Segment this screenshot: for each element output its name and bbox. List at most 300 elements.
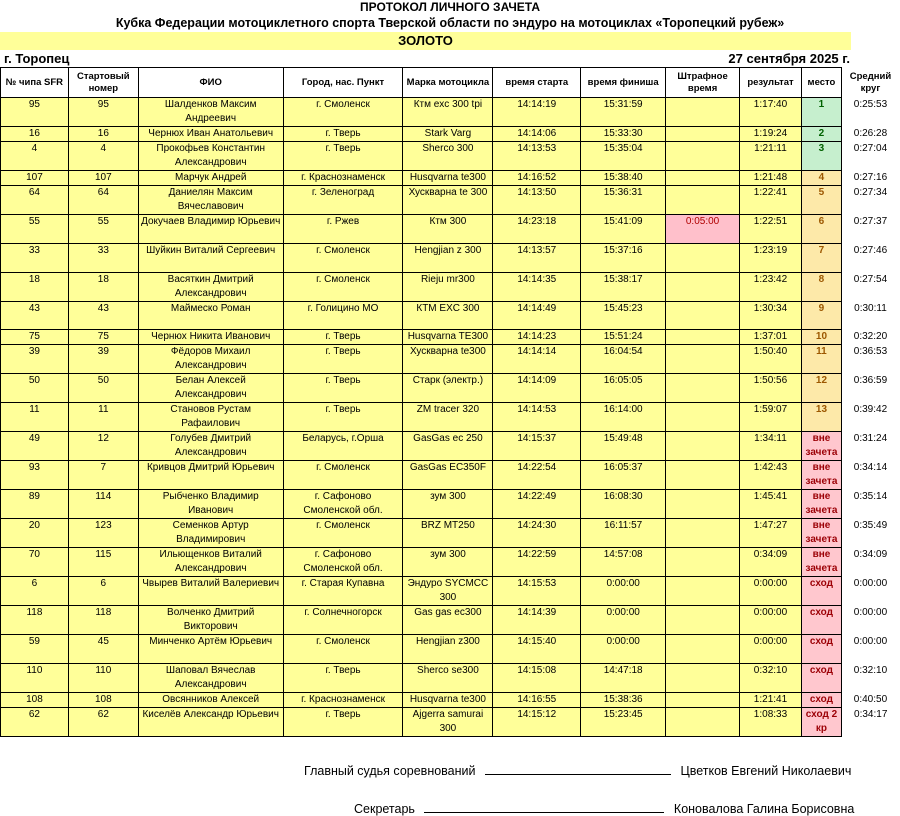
- start-number-cell: 50: [68, 374, 138, 403]
- city-cell: г. Тверь: [283, 664, 403, 693]
- place-cell: 4: [801, 171, 841, 186]
- col-avg-lap: Средний круг: [841, 68, 899, 98]
- rider-name-cell: Минченко Артём Юрьевич: [138, 635, 283, 664]
- bike-cell: Ктм 300: [403, 215, 493, 244]
- table-row: [1, 186, 900, 215]
- table-row: [1, 302, 900, 330]
- place-cell: 11: [801, 345, 841, 374]
- chip-cell: 59: [1, 635, 69, 664]
- avg-lap-cell: 0:32:20: [841, 330, 899, 345]
- penalty-cell: [666, 330, 740, 345]
- city-cell: г. Смоленск: [283, 461, 403, 490]
- result-cell: 1:22:41: [740, 186, 802, 215]
- avg-lap-cell: 0:27:04: [841, 142, 899, 171]
- avg-lap-cell: 0:27:37: [841, 215, 899, 244]
- city-cell: г. Смоленск: [283, 519, 403, 548]
- place-cell: сход: [801, 693, 841, 708]
- bike-cell: Rieju mr300: [403, 273, 493, 302]
- start-time-cell: 14:15:53: [493, 577, 581, 606]
- start-number-cell: 108: [68, 693, 138, 708]
- avg-lap-cell: 0:31:24: [841, 432, 899, 461]
- bike-cell: Эндуро SYCMCC 300: [403, 577, 493, 606]
- start-time-cell: 14:13:50: [493, 186, 581, 215]
- result-cell: 0:00:00: [740, 635, 802, 664]
- table-row: [1, 374, 900, 403]
- table-row: [1, 215, 900, 244]
- bike-cell: Gas gas ec300: [403, 606, 493, 635]
- col-result: результат: [740, 68, 802, 98]
- finish-time-cell: 14:57:08: [581, 548, 666, 577]
- table-row: [1, 606, 900, 635]
- penalty-cell: [666, 171, 740, 186]
- rider-name-cell: Чвырев Виталий Валериевич: [138, 577, 283, 606]
- chip-cell: 118: [1, 606, 69, 635]
- finish-time-cell: 15:33:30: [581, 127, 666, 142]
- chip-cell: 18: [1, 273, 69, 302]
- bike-cell: Husqvarna te300: [403, 693, 493, 708]
- table-row: [1, 345, 900, 374]
- city-cell: г. Тверь: [283, 345, 403, 374]
- chip-cell: 108: [1, 693, 69, 708]
- finish-time-cell: 15:35:04: [581, 142, 666, 171]
- bike-cell: Ajgerra samurai 300: [403, 708, 493, 737]
- finish-time-cell: 16:08:30: [581, 490, 666, 519]
- bike-cell: ZM tracer 320: [403, 403, 493, 432]
- finish-time-cell: 16:05:05: [581, 374, 666, 403]
- start-number-cell: 123: [68, 519, 138, 548]
- start-number-cell: 43: [68, 302, 138, 330]
- place-cell: 13: [801, 403, 841, 432]
- finish-time-cell: 15:38:36: [581, 693, 666, 708]
- result-cell: 1:08:33: [740, 708, 802, 737]
- place-cell: 12: [801, 374, 841, 403]
- place-cell: вне зачета: [801, 548, 841, 577]
- event-location: г. Торопец: [4, 51, 70, 66]
- rider-name-cell: Чернюх Иван Анатольевич: [138, 127, 283, 142]
- table-row: [1, 142, 900, 171]
- result-cell: 1:59:07: [740, 403, 802, 432]
- place-cell: 8: [801, 273, 841, 302]
- finish-time-cell: 15:45:23: [581, 302, 666, 330]
- bike-cell: КТМ EXC 300: [403, 302, 493, 330]
- place-cell: вне зачета: [801, 461, 841, 490]
- city-cell: г. Голицино МО: [283, 302, 403, 330]
- col-penalty: Штрафное время: [666, 68, 740, 98]
- start-time-cell: 14:14:14: [493, 345, 581, 374]
- place-cell: сход: [801, 606, 841, 635]
- start-number-cell: 62: [68, 708, 138, 737]
- table-row: [1, 171, 900, 186]
- bike-cell: Husqvarna TE300: [403, 330, 493, 345]
- city-cell: г. Смоленск: [283, 273, 403, 302]
- col-bike: Марка мотоцикла: [403, 68, 493, 98]
- results-table: [0, 67, 900, 737]
- rider-name-cell: Васяткин Дмитрий Александрович: [138, 273, 283, 302]
- avg-lap-cell: 0:27:16: [841, 171, 899, 186]
- city-cell: г. Тверь: [283, 708, 403, 737]
- rider-name-cell: Даниелян Максим Вячеславович: [138, 186, 283, 215]
- result-cell: 1:42:43: [740, 461, 802, 490]
- secretary-name: Коновалова Галина Борисовна: [673, 802, 855, 816]
- place-cell: сход: [801, 664, 841, 693]
- start-time-cell: 14:14:06: [493, 127, 581, 142]
- table-row: [1, 490, 900, 519]
- place-cell: 7: [801, 244, 841, 273]
- city-cell: г. Тверь: [283, 127, 403, 142]
- avg-lap-cell: 0:00:00: [841, 577, 899, 606]
- penalty-cell: [666, 693, 740, 708]
- start-time-cell: 14:22:59: [493, 548, 581, 577]
- protocol-title: ПРОТОКОЛ ЛИЧНОГО ЗАЧЕТА: [359, 0, 541, 14]
- chip-cell: 11: [1, 403, 69, 432]
- penalty-cell: [666, 244, 740, 273]
- table-row: [1, 693, 900, 708]
- bike-cell: зум 300: [403, 548, 493, 577]
- start-number-cell: 7: [68, 461, 138, 490]
- chip-cell: 95: [1, 98, 69, 127]
- result-cell: 1:47:27: [740, 519, 802, 548]
- city-cell: г. Старая Купавна: [283, 577, 403, 606]
- avg-lap-cell: 0:35:49: [841, 519, 899, 548]
- finish-time-cell: 15:51:24: [581, 330, 666, 345]
- start-number-cell: 11: [68, 403, 138, 432]
- table-row: [1, 403, 900, 432]
- judge-signature-line: [485, 763, 671, 775]
- start-time-cell: 14:14:19: [493, 98, 581, 127]
- penalty-cell: [666, 403, 740, 432]
- place-cell: сход 2 кр: [801, 708, 841, 737]
- place-cell: вне зачета: [801, 490, 841, 519]
- chip-cell: 6: [1, 577, 69, 606]
- chip-cell: 43: [1, 302, 69, 330]
- penalty-cell: [666, 186, 740, 215]
- chip-cell: 110: [1, 664, 69, 693]
- finish-time-cell: 15:36:31: [581, 186, 666, 215]
- start-number-cell: 114: [68, 490, 138, 519]
- chip-cell: 49: [1, 432, 69, 461]
- city-cell: г. Ржев: [283, 215, 403, 244]
- city-cell: г. Краснознаменск: [283, 171, 403, 186]
- chip-cell: 107: [1, 171, 69, 186]
- chip-cell: 89: [1, 490, 69, 519]
- finish-time-cell: 0:00:00: [581, 606, 666, 635]
- rider-name-cell: Овсянников Алексей: [138, 693, 283, 708]
- penalty-cell: 0:05:00: [666, 215, 740, 244]
- penalty-cell: [666, 432, 740, 461]
- rider-name-cell: Голубев Дмитрий Александрович: [138, 432, 283, 461]
- col-start-number: Стартовый номер: [68, 68, 138, 98]
- start-time-cell: 14:15:12: [493, 708, 581, 737]
- city-cell: г. Тверь: [283, 330, 403, 345]
- table-row: [1, 273, 900, 302]
- result-cell: 0:34:09: [740, 548, 802, 577]
- finish-time-cell: 15:37:16: [581, 244, 666, 273]
- avg-lap-cell: 0:39:42: [841, 403, 899, 432]
- result-cell: 1:30:34: [740, 302, 802, 330]
- secretary-signature: [354, 801, 854, 816]
- start-number-cell: 95: [68, 98, 138, 127]
- table-row: [1, 98, 900, 127]
- avg-lap-cell: 0:34:09: [841, 548, 899, 577]
- result-cell: 0:32:10: [740, 664, 802, 693]
- event-date: 27 сентября 2025 г.: [728, 51, 850, 66]
- result-cell: 1:21:41: [740, 693, 802, 708]
- city-cell: г. Тверь: [283, 403, 403, 432]
- finish-time-cell: 0:00:00: [581, 577, 666, 606]
- start-number-cell: 45: [68, 635, 138, 664]
- rider-name-cell: Шалденков Максим Андреевич: [138, 98, 283, 127]
- penalty-cell: [666, 548, 740, 577]
- chip-cell: 50: [1, 374, 69, 403]
- result-cell: 1:50:40: [740, 345, 802, 374]
- start-number-cell: 64: [68, 186, 138, 215]
- table-row: [1, 519, 900, 548]
- bike-cell: GasGas ec 250: [403, 432, 493, 461]
- start-time-cell: 14:16:52: [493, 171, 581, 186]
- finish-time-cell: 15:31:59: [581, 98, 666, 127]
- table-row: [1, 635, 900, 664]
- start-number-cell: 6: [68, 577, 138, 606]
- start-time-cell: 14:14:39: [493, 606, 581, 635]
- avg-lap-cell: 0:26:28: [841, 127, 899, 142]
- finish-time-cell: 16:05:37: [581, 461, 666, 490]
- chip-cell: 39: [1, 345, 69, 374]
- bike-cell: Hengjian z300: [403, 635, 493, 664]
- avg-lap-cell: 0:34:17: [841, 708, 899, 737]
- bike-cell: Хускварна te300: [403, 345, 493, 374]
- table-row: [1, 664, 900, 693]
- place-cell: вне зачета: [801, 519, 841, 548]
- rider-name-cell: Кривцов Дмитрий Юрьевич: [138, 461, 283, 490]
- start-time-cell: 14:13:57: [493, 244, 581, 273]
- penalty-cell: [666, 345, 740, 374]
- start-number-cell: 4: [68, 142, 138, 171]
- chip-cell: 75: [1, 330, 69, 345]
- secretary-label: Секретарь: [354, 802, 415, 816]
- chip-cell: 55: [1, 215, 69, 244]
- city-cell: г. Солнечногорск: [283, 606, 403, 635]
- col-start-time: время старта: [493, 68, 581, 98]
- finish-time-cell: 16:14:00: [581, 403, 666, 432]
- result-cell: 1:22:51: [740, 215, 802, 244]
- avg-lap-cell: 0:36:59: [841, 374, 899, 403]
- penalty-cell: [666, 374, 740, 403]
- bike-cell: BRZ MT250: [403, 519, 493, 548]
- start-time-cell: 14:22:54: [493, 461, 581, 490]
- avg-lap-cell: 0:25:53: [841, 98, 899, 127]
- start-number-cell: 75: [68, 330, 138, 345]
- table-row: [1, 330, 900, 345]
- bike-cell: Ктм exc 300 tpi: [403, 98, 493, 127]
- chip-cell: 64: [1, 186, 69, 215]
- city-cell: г. Тверь: [283, 374, 403, 403]
- start-number-cell: 12: [68, 432, 138, 461]
- penalty-cell: [666, 273, 740, 302]
- col-chip: № чипа SFR: [1, 68, 69, 98]
- city-cell: г. Смоленск: [283, 98, 403, 127]
- city-cell: Беларусь, г.Орша: [283, 432, 403, 461]
- city-cell: г. Сафоново Смоленской обл.: [283, 490, 403, 519]
- finish-time-cell: 15:23:45: [581, 708, 666, 737]
- penalty-cell: [666, 127, 740, 142]
- chip-cell: 20: [1, 519, 69, 548]
- place-cell: сход: [801, 635, 841, 664]
- start-number-cell: 39: [68, 345, 138, 374]
- chip-cell: 62: [1, 708, 69, 737]
- rider-name-cell: Чернюх Никита Иванович: [138, 330, 283, 345]
- start-time-cell: 14:23:18: [493, 215, 581, 244]
- place-cell: сход: [801, 577, 841, 606]
- result-cell: 1:23:19: [740, 244, 802, 273]
- result-cell: 1:17:40: [740, 98, 802, 127]
- place-cell: 2: [801, 127, 841, 142]
- table-row: [1, 708, 900, 737]
- rider-name-cell: Волченко Дмитрий Викторович: [138, 606, 283, 635]
- table-row: [1, 461, 900, 490]
- table-row: [1, 244, 900, 273]
- penalty-cell: [666, 98, 740, 127]
- result-cell: 1:45:41: [740, 490, 802, 519]
- place-cell: 6: [801, 215, 841, 244]
- start-number-cell: 115: [68, 548, 138, 577]
- penalty-cell: [666, 577, 740, 606]
- col-finish-time: время финиша: [581, 68, 666, 98]
- place-cell: 10: [801, 330, 841, 345]
- result-cell: 1:50:56: [740, 374, 802, 403]
- city-cell: г. Краснознаменск: [283, 693, 403, 708]
- avg-lap-cell: 0:27:46: [841, 244, 899, 273]
- city-cell: г. Смоленск: [283, 635, 403, 664]
- place-cell: 9: [801, 302, 841, 330]
- avg-lap-cell: 0:30:11: [841, 302, 899, 330]
- bike-cell: зум 300: [403, 490, 493, 519]
- col-name: ФИО: [138, 68, 283, 98]
- bike-cell: Husqvarna te300: [403, 171, 493, 186]
- avg-lap-cell: 0:27:34: [841, 186, 899, 215]
- penalty-cell: [666, 302, 740, 330]
- finish-time-cell: 16:04:54: [581, 345, 666, 374]
- finish-time-cell: 16:11:57: [581, 519, 666, 548]
- city-cell: г. Тверь: [283, 142, 403, 171]
- chip-cell: 4: [1, 142, 69, 171]
- finish-time-cell: 15:41:09: [581, 215, 666, 244]
- penalty-cell: [666, 606, 740, 635]
- result-cell: 1:34:11: [740, 432, 802, 461]
- start-number-cell: 118: [68, 606, 138, 635]
- rider-name-cell: Становов Рустам Рафаилович: [138, 403, 283, 432]
- bike-cell: Hengjian z 300: [403, 244, 493, 273]
- city-cell: г. Сафоново Смоленской обл.: [283, 548, 403, 577]
- chip-cell: 93: [1, 461, 69, 490]
- finish-time-cell: 0:00:00: [581, 635, 666, 664]
- start-number-cell: 110: [68, 664, 138, 693]
- avg-lap-cell: 0:35:14: [841, 490, 899, 519]
- avg-lap-cell: 0:36:53: [841, 345, 899, 374]
- avg-lap-cell: 0:00:00: [841, 635, 899, 664]
- start-time-cell: 14:24:30: [493, 519, 581, 548]
- table-row: [1, 577, 900, 606]
- bike-cell: Stark Varg: [403, 127, 493, 142]
- place-cell: вне зачета: [801, 432, 841, 461]
- table-row: [1, 432, 900, 461]
- penalty-cell: [666, 461, 740, 490]
- result-cell: 0:00:00: [740, 577, 802, 606]
- rider-name-cell: Прокофьев Константин Александрович: [138, 142, 283, 171]
- city-cell: г. Смоленск: [283, 244, 403, 273]
- penalty-cell: [666, 664, 740, 693]
- rider-name-cell: Ильющенков Виталий Александрович: [138, 548, 283, 577]
- penalty-cell: [666, 635, 740, 664]
- bike-cell: Sherco se300: [403, 664, 493, 693]
- start-time-cell: 14:13:53: [493, 142, 581, 171]
- chip-cell: 70: [1, 548, 69, 577]
- avg-lap-cell: 0:27:54: [841, 273, 899, 302]
- avg-lap-cell: 0:00:00: [841, 606, 899, 635]
- table-row: [1, 548, 900, 577]
- start-number-cell: 55: [68, 215, 138, 244]
- penalty-cell: [666, 519, 740, 548]
- rider-name-cell: Киселёв Александр Юрьевич: [138, 708, 283, 737]
- result-cell: 1:23:42: [740, 273, 802, 302]
- start-time-cell: 14:14:23: [493, 330, 581, 345]
- result-cell: 1:37:01: [740, 330, 802, 345]
- penalty-cell: [666, 142, 740, 171]
- rider-name-cell: Марчук Андрей: [138, 171, 283, 186]
- judge-name: Цветков Евгений Николаевич: [680, 764, 852, 778]
- start-time-cell: 14:15:40: [493, 635, 581, 664]
- result-cell: 1:21:48: [740, 171, 802, 186]
- city-cell: г. Зеленоград: [283, 186, 403, 215]
- chip-cell: 16: [1, 127, 69, 142]
- class-name: ЗОЛОТО: [0, 32, 851, 50]
- finish-time-cell: 14:47:18: [581, 664, 666, 693]
- rider-name-cell: Шаповал Вячеслав Александрович: [138, 664, 283, 693]
- result-cell: 1:21:11: [740, 142, 802, 171]
- chip-cell: 33: [1, 244, 69, 273]
- start-time-cell: 14:14:35: [493, 273, 581, 302]
- penalty-cell: [666, 708, 740, 737]
- avg-lap-cell: 0:32:10: [841, 664, 899, 693]
- start-time-cell: 14:15:08: [493, 664, 581, 693]
- start-number-cell: 33: [68, 244, 138, 273]
- finish-time-cell: 15:38:40: [581, 171, 666, 186]
- place-cell: 5: [801, 186, 841, 215]
- place-cell: 3: [801, 142, 841, 171]
- finish-time-cell: 15:38:17: [581, 273, 666, 302]
- start-time-cell: 14:22:49: [493, 490, 581, 519]
- avg-lap-cell: 0:34:14: [841, 461, 899, 490]
- start-time-cell: 14:15:37: [493, 432, 581, 461]
- start-number-cell: 107: [68, 171, 138, 186]
- table-row: [1, 127, 900, 142]
- rider-name-cell: Рыбченко Владимир Иванович: [138, 490, 283, 519]
- judge-signature: [304, 763, 851, 778]
- col-city: Город, нас. Пункт: [283, 68, 403, 98]
- start-time-cell: 14:14:49: [493, 302, 581, 330]
- rider-name-cell: Маймеско Роман: [138, 302, 283, 330]
- rider-name-cell: Белан Алексей Александрович: [138, 374, 283, 403]
- start-time-cell: 14:14:09: [493, 374, 581, 403]
- start-time-cell: 14:16:55: [493, 693, 581, 708]
- rider-name-cell: Докучаев Владимир Юрьевич: [138, 215, 283, 244]
- judge-label: Главный судья соревнований: [304, 764, 476, 778]
- result-cell: 1:19:24: [740, 127, 802, 142]
- rider-name-cell: Шуйкин Виталий Сергеевич: [138, 244, 283, 273]
- start-time-cell: 14:14:53: [493, 403, 581, 432]
- finish-time-cell: 15:49:48: [581, 432, 666, 461]
- bike-cell: GasGas EC350F: [403, 461, 493, 490]
- penalty-cell: [666, 490, 740, 519]
